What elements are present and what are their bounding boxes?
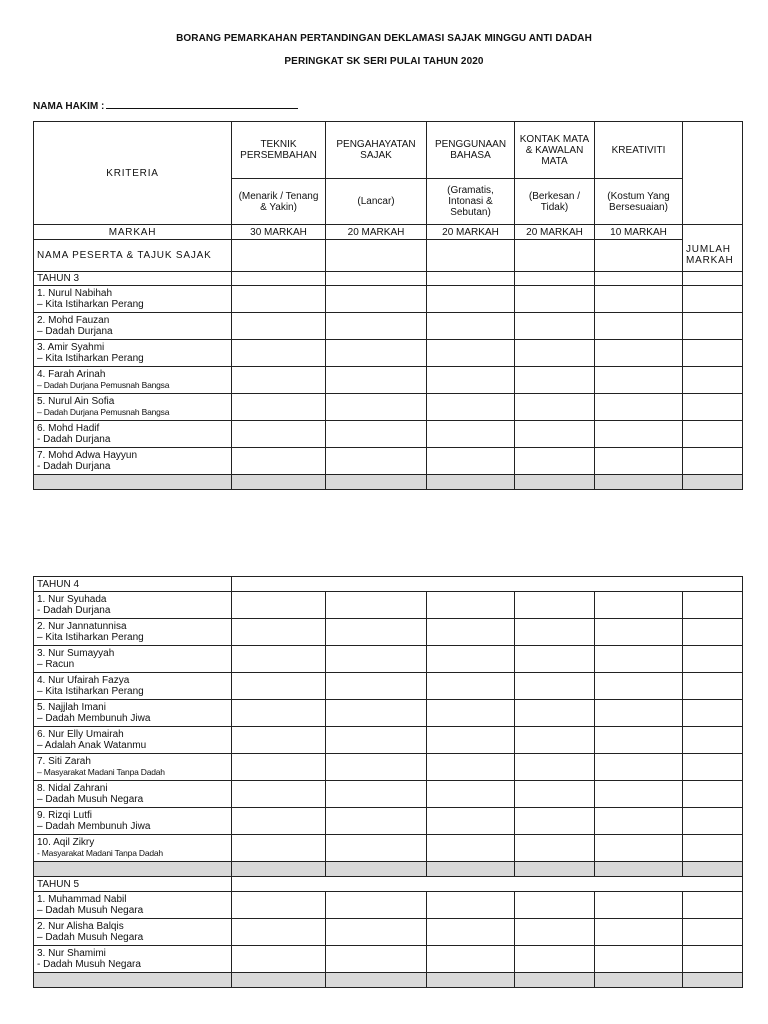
score-cell[interactable] (595, 421, 683, 448)
separator-cell (326, 973, 427, 988)
score-cell[interactable] (326, 394, 427, 421)
score-cell[interactable] (326, 892, 427, 919)
score-cell[interactable] (515, 700, 595, 727)
group-label: TAHUN 5 (34, 877, 232, 892)
participant-cell (34, 313, 232, 340)
score-cell[interactable] (515, 673, 595, 700)
score-cell[interactable] (595, 754, 683, 781)
participant-name: 2. Nur Alisha Balqis (37, 921, 124, 932)
participant-cell (34, 448, 232, 475)
score-cell[interactable] (427, 919, 515, 946)
score-cell[interactable] (232, 286, 326, 313)
separator-cell (232, 862, 326, 877)
score-cell[interactable] (515, 240, 595, 272)
score-cell[interactable] (595, 240, 683, 272)
total-header: JUMLAH MARKAH (683, 240, 743, 272)
score-cell[interactable] (515, 592, 595, 619)
total-cell[interactable] (683, 448, 743, 475)
total-cell[interactable] (683, 313, 743, 340)
score-cell[interactable] (232, 340, 326, 367)
participant-row (34, 946, 743, 973)
participant-cell (34, 754, 232, 781)
participant-row (34, 367, 743, 394)
total-cell[interactable] (683, 754, 743, 781)
criteria-description: (Kostum Yang Bersesuaian) (595, 179, 683, 225)
poem-title: - Dadah Musuh Negara (37, 959, 141, 970)
participant-row (34, 808, 743, 835)
separator-cell (427, 475, 515, 490)
score-cell[interactable] (427, 700, 515, 727)
poem-title: – Masyarakat Madani Tanpa Dadah (37, 767, 165, 777)
score-cell[interactable] (232, 727, 326, 754)
score-cell[interactable] (232, 892, 326, 919)
participant-cell (34, 646, 232, 673)
scoring-table-part1 (33, 121, 743, 490)
separator-cell (34, 475, 232, 490)
score-cell[interactable] (515, 781, 595, 808)
score-cell[interactable] (326, 313, 427, 340)
score-cell[interactable] (515, 367, 595, 394)
participant-name: 10. Aqil Zikry (37, 837, 95, 848)
participant-row (34, 646, 743, 673)
participant-name: 9. Rizqi Lutfi (37, 810, 93, 821)
separator-cell (683, 475, 743, 490)
score-cell[interactable] (326, 592, 427, 619)
score-cell[interactable] (595, 946, 683, 973)
score-cell[interactable] (326, 367, 427, 394)
poem-title: - Dadah Durjana (37, 461, 111, 472)
score-cell[interactable] (595, 919, 683, 946)
total-cell[interactable] (683, 367, 743, 394)
poem-title: – Kita Istiharkan Perang (37, 632, 144, 643)
score-cell[interactable] (595, 727, 683, 754)
total-cell[interactable] (683, 808, 743, 835)
participant-cell (34, 340, 232, 367)
score-cell[interactable] (595, 619, 683, 646)
participant-cell (34, 592, 232, 619)
poem-title: – Kita Istiharkan Perang (37, 686, 144, 697)
participant-name: 2. Nur Jannatunnisa (37, 621, 127, 632)
criteria-description: (Gramatis, Intonasi & Sebutan) (427, 179, 515, 225)
participant-name: 5. Najjlah Imani (37, 702, 106, 713)
participant-row (34, 592, 743, 619)
participant-row (34, 754, 743, 781)
participant-row (34, 919, 743, 946)
participant-name: 3. Nur Shamimi (37, 948, 106, 959)
group-header-blank (232, 577, 743, 592)
score-cell[interactable] (326, 727, 427, 754)
total-cell[interactable] (683, 272, 743, 286)
score-cell[interactable] (232, 592, 326, 619)
score-cell[interactable] (515, 619, 595, 646)
criteria-description: (Menarik / Tenang & Yakin) (232, 179, 326, 225)
judge-label: NAMA HAKIM : (33, 101, 105, 112)
score-cell[interactable] (232, 700, 326, 727)
participant-row (34, 892, 743, 919)
score-cell[interactable] (232, 646, 326, 673)
separator-cell (595, 973, 683, 988)
score-cell[interactable] (232, 272, 326, 286)
score-cell[interactable] (427, 286, 515, 313)
score-cell[interactable] (515, 835, 595, 862)
criteria-name: KONTAK MATA & KAWALAN MATA (515, 122, 595, 179)
poem-title: – Dadah Musuh Negara (37, 905, 144, 916)
score-cell[interactable] (326, 646, 427, 673)
score-cell[interactable] (326, 421, 427, 448)
participant-cell (34, 808, 232, 835)
group-separator-row (34, 862, 743, 877)
participant-name: 3. Nur Sumayyah (37, 648, 115, 659)
participant-name: 7. Siti Zarah (37, 756, 91, 767)
participant-row (34, 781, 743, 808)
score-cell[interactable] (232, 754, 326, 781)
total-cell[interactable] (683, 619, 743, 646)
separator-cell (34, 862, 232, 877)
score-cell[interactable] (326, 835, 427, 862)
separator-cell (595, 475, 683, 490)
separator-cell (515, 862, 595, 877)
separator-cell (326, 475, 427, 490)
score-cell[interactable] (595, 835, 683, 862)
participant-row (34, 286, 743, 313)
score-cell[interactable] (232, 394, 326, 421)
score-cell[interactable] (326, 946, 427, 973)
score-cell[interactable] (427, 240, 515, 272)
poem-title: – Dadah Musuh Negara (37, 794, 144, 805)
score-cell[interactable] (595, 367, 683, 394)
score-cell[interactable] (232, 946, 326, 973)
participant-name: 1. Muhammad Nabil (37, 894, 127, 905)
score-cell[interactable] (326, 808, 427, 835)
criteria-name: PENGAHAYATAN SAJAK (326, 122, 427, 179)
poem-title: - Dadah Durjana (37, 434, 111, 445)
score-cell[interactable] (427, 272, 515, 286)
poem-title: – Kita Istiharkan Perang (37, 299, 144, 310)
group-label: TAHUN 4 (34, 577, 232, 592)
separator-cell (683, 973, 743, 988)
participant-row (34, 394, 743, 421)
participant-name: 1. Nurul Nabihah (37, 288, 113, 299)
score-cell[interactable] (595, 286, 683, 313)
separator-cell (427, 973, 515, 988)
participant-name: 1. Nur Syuhada (37, 594, 107, 605)
participant-cell (34, 673, 232, 700)
score-cell[interactable] (427, 448, 515, 475)
criteria-name: TEKNIK PERSEMBAHAN (232, 122, 326, 179)
score-cell[interactable] (515, 340, 595, 367)
participant-name: 4. Farah Arinah (37, 369, 106, 380)
criteria-description: (Berkesan / Tidak) (515, 179, 595, 225)
participant-name: 5. Nurul Ain Sofia (37, 396, 115, 407)
score-cell[interactable] (232, 781, 326, 808)
participant-cell (34, 781, 232, 808)
poem-title: – Dadah Durjana Pemusnah Bangsa (37, 380, 170, 390)
poem-title: – Adalah Anak Watanmu (37, 740, 147, 751)
group-label: TAHUN 3 (34, 272, 232, 286)
score-cell[interactable] (427, 421, 515, 448)
score-cell[interactable] (515, 394, 595, 421)
participant-cell (34, 919, 232, 946)
markah-label: MARKAH (34, 225, 232, 240)
score-cell[interactable] (427, 835, 515, 862)
max-marks: 30 MARKAH (232, 225, 326, 240)
score-cell[interactable] (427, 340, 515, 367)
participant-name: 4. Nur Ufairah Fazya (37, 675, 130, 686)
form-subtitle: PERINGKAT SK SERI PULAI TAHUN 2020 (284, 56, 484, 67)
score-cell[interactable] (232, 808, 326, 835)
form-title: BORANG PEMARKAHAN PERTANDINGAN DEKLAMASI SAJAK MINGGU ANTI DADAH (176, 33, 592, 44)
participant-row (34, 673, 743, 700)
participant-row (34, 340, 743, 367)
participant-row (34, 835, 743, 862)
max-marks: 20 MARKAH (326, 225, 427, 240)
separator-cell (34, 973, 232, 988)
scoring-table-part2 (33, 576, 743, 988)
participant-cell (34, 286, 232, 313)
criteria-description: (Lancar) (326, 179, 427, 225)
score-cell[interactable] (427, 673, 515, 700)
group-header-blank (232, 877, 743, 892)
score-cell[interactable] (232, 367, 326, 394)
total-cell[interactable] (683, 781, 743, 808)
score-cell[interactable] (326, 619, 427, 646)
participant-header: NAMA PESERTA & TAJUK SAJAK (34, 240, 232, 272)
participant-row (34, 448, 743, 475)
poem-title: – Dadah Membunuh Jiwa (37, 821, 151, 832)
score-cell[interactable] (326, 673, 427, 700)
participant-row (34, 619, 743, 646)
total-cell[interactable] (683, 919, 743, 946)
score-cell[interactable] (595, 592, 683, 619)
max-marks: 20 MARKAH (427, 225, 515, 240)
group-separator-row (34, 973, 743, 988)
score-cell[interactable] (515, 286, 595, 313)
score-cell[interactable] (326, 781, 427, 808)
total-cell[interactable] (683, 946, 743, 973)
score-cell[interactable] (515, 272, 595, 286)
poem-title: – Dadah Membunuh Jiwa (37, 713, 151, 724)
score-cell[interactable] (427, 619, 515, 646)
score-cell[interactable] (515, 892, 595, 919)
participant-name: 2. Mohd Fauzan (37, 315, 110, 326)
score-cell[interactable] (595, 340, 683, 367)
score-cell[interactable] (427, 808, 515, 835)
participant-cell (34, 835, 232, 862)
score-cell[interactable] (427, 946, 515, 973)
total-cell[interactable] (683, 340, 743, 367)
score-cell[interactable] (595, 394, 683, 421)
total-cell[interactable] (683, 394, 743, 421)
participant-name: 6. Mohd Hadif (37, 423, 100, 434)
participant-name: 8. Nidal Zahrani (37, 783, 108, 794)
score-cell[interactable] (326, 240, 427, 272)
score-cell[interactable] (595, 646, 683, 673)
poem-title: – Dadah Musuh Negara (37, 932, 144, 943)
score-cell[interactable] (326, 286, 427, 313)
total-cell[interactable] (683, 700, 743, 727)
score-cell[interactable] (427, 313, 515, 340)
score-cell[interactable] (326, 448, 427, 475)
score-cell[interactable] (515, 448, 595, 475)
participant-cell (34, 394, 232, 421)
total-cell[interactable] (683, 727, 743, 754)
criteria-header: KRITERIA (34, 122, 232, 225)
score-cell[interactable] (326, 340, 427, 367)
score-cell[interactable] (595, 781, 683, 808)
score-cell[interactable] (595, 272, 683, 286)
score-cell[interactable] (427, 646, 515, 673)
blank-cell (683, 225, 743, 240)
score-cell[interactable] (427, 781, 515, 808)
total-cell[interactable] (683, 646, 743, 673)
score-cell[interactable] (427, 892, 515, 919)
score-cell[interactable] (427, 727, 515, 754)
separator-cell (515, 973, 595, 988)
participant-name: 3. Amir Syahmi (37, 342, 105, 353)
score-cell[interactable] (515, 808, 595, 835)
poem-title: – Racun (37, 659, 75, 670)
participant-row (34, 700, 743, 727)
judge-name-field (33, 99, 298, 112)
score-cell[interactable] (515, 646, 595, 673)
max-marks: 20 MARKAH (515, 225, 595, 240)
score-cell[interactable] (232, 673, 326, 700)
judge-name-line[interactable] (106, 99, 298, 109)
score-cell[interactable] (427, 394, 515, 421)
total-cell[interactable] (683, 892, 743, 919)
score-cell[interactable] (595, 892, 683, 919)
group-separator-row (34, 475, 743, 490)
separator-cell (595, 862, 683, 877)
score-cell[interactable] (595, 313, 683, 340)
participant-row (34, 313, 743, 340)
participant-row (34, 727, 743, 754)
score-cell[interactable] (326, 919, 427, 946)
score-cell[interactable] (515, 754, 595, 781)
participant-row (34, 421, 743, 448)
score-cell[interactable] (515, 421, 595, 448)
participant-cell (34, 700, 232, 727)
criteria-name: PENGGUNAAN BAHASA (427, 122, 515, 179)
participant-cell (34, 892, 232, 919)
poem-title: – Dadah Durjana Pemusnah Bangsa (37, 407, 170, 417)
score-cell[interactable] (326, 700, 427, 727)
score-cell[interactable] (427, 754, 515, 781)
poem-title: - Dadah Durjana (37, 605, 111, 616)
poem-title: – Dadah Durjana (37, 326, 113, 337)
total-cell[interactable] (683, 286, 743, 313)
score-cell[interactable] (515, 727, 595, 754)
score-cell[interactable] (326, 754, 427, 781)
score-cell[interactable] (595, 808, 683, 835)
score-cell[interactable] (232, 619, 326, 646)
score-cell[interactable] (515, 919, 595, 946)
participant-cell (34, 619, 232, 646)
score-cell[interactable] (595, 700, 683, 727)
poem-title: - Masyarakat Madani Tanpa Dadah (37, 848, 163, 858)
criteria-name: KREATIVITI (595, 122, 683, 179)
separator-cell (232, 973, 326, 988)
score-cell[interactable] (232, 421, 326, 448)
separator-cell (232, 475, 326, 490)
score-cell[interactable] (232, 240, 326, 272)
score-cell[interactable] (427, 592, 515, 619)
poem-title: – Kita Istiharkan Perang (37, 353, 144, 364)
participant-name: 6. Nur Elly Umairah (37, 729, 124, 740)
score-cell[interactable] (515, 946, 595, 973)
score-cell[interactable] (427, 367, 515, 394)
score-cell[interactable] (595, 673, 683, 700)
total-cell[interactable] (683, 421, 743, 448)
separator-cell (683, 862, 743, 877)
max-marks: 10 MARKAH (595, 225, 683, 240)
total-cell[interactable] (683, 592, 743, 619)
score-cell[interactable] (232, 835, 326, 862)
total-cell[interactable] (683, 835, 743, 862)
participant-name: 7. Mohd Adwa Hayyun (37, 450, 138, 461)
separator-cell (515, 475, 595, 490)
blank-header-cell (683, 122, 743, 225)
participant-cell (34, 367, 232, 394)
total-cell[interactable] (683, 673, 743, 700)
score-cell[interactable] (326, 272, 427, 286)
score-cell[interactable] (595, 448, 683, 475)
participant-cell (34, 727, 232, 754)
separator-cell (427, 862, 515, 877)
separator-cell (326, 862, 427, 877)
score-cell[interactable] (515, 313, 595, 340)
participant-cell (34, 421, 232, 448)
score-cell[interactable] (232, 313, 326, 340)
participant-cell (34, 946, 232, 973)
score-cell[interactable] (232, 448, 326, 475)
score-cell[interactable] (232, 919, 326, 946)
